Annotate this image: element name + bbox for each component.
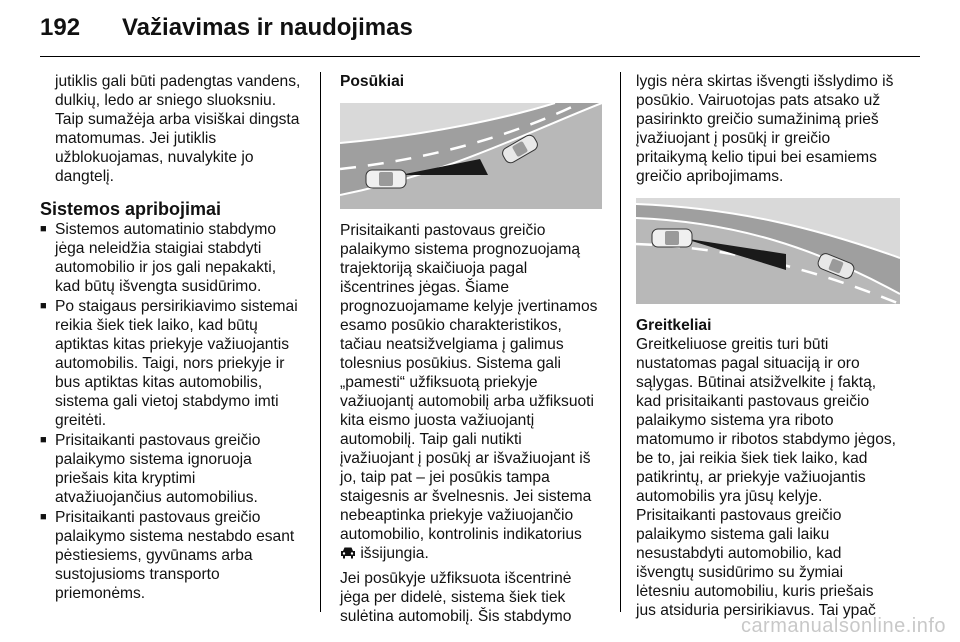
limitations-list bbox=[40, 220, 308, 603]
page-number: 192 bbox=[40, 14, 81, 41]
own-car bbox=[366, 170, 406, 188]
column-divider bbox=[620, 72, 621, 612]
highways-paragraph: Greitkeliuose greitis turi būti nustatomas pagal situaciją ir oro sąlygas. Būtinai atsižvelkite į faktą, kad prisitaikanti pastovaus greičio palaikymo sistema yra riboto matomumo ir ribotos stabdymo jėgos, be to, jai reikia šiek tiek laiko, kad patikrintų, ar priekyje važiuojantis automobilis yra jūsų kelyje. Prisitaikanti pastovaus greičio palaikymo sistema gali laiku nesustabdyti automobilio, kad išvengtų susidūrimo su žymiai lėtesniu automobiliu, kuris priešais jus atsiduria persirikiavus. Tai ypač bbox=[636, 336, 896, 619]
curves-paragraph-2: Jei posūkyje užfiksuota išcentrinė jėga per didelė, sistema šiek tiek sulėtina automobilį. Šis stabdymo bbox=[340, 570, 572, 625]
page-header bbox=[40, 8, 920, 48]
section-heading-curves: Posūkiai bbox=[340, 73, 405, 90]
highway-illustration bbox=[636, 198, 900, 304]
list-item: ■ Prisitaikanti pastovaus greičio palaikymo sistema ignoruoja priešais kita kryptimi atvažiuojančius automobilius. bbox=[40, 431, 308, 507]
header-rule bbox=[40, 56, 920, 57]
section-heading-highways: Greitkeliai bbox=[636, 317, 712, 334]
curve-illustration bbox=[340, 103, 602, 209]
column-1 bbox=[40, 72, 308, 604]
section-heading-limitations: Sistemos apribojimai bbox=[40, 199, 222, 219]
column-3 bbox=[636, 72, 906, 620]
column-2 bbox=[340, 72, 608, 626]
chapter-title: Važiavimas ir naudojimas bbox=[122, 14, 413, 41]
own-car bbox=[652, 229, 692, 247]
intro-paragraph: jutiklis gali būti padengtas vandens, dulkių, ledo ar sniego sluoksniu. Taip sumažėja arba visiškai dingsta matomumas. Jei jutiklis užblokuojamas, nuvalykite jo dangtelį. bbox=[55, 73, 301, 185]
list-item: ■ Prisitaikanti pastovaus greičio palaikymo sistema nestabdo esant pėstiesiems, gyvūnams arba sustojusioms transporto priemonėms. bbox=[40, 508, 308, 603]
list-item: ■ Po staigaus persirikiavimo sistemai reikia šiek tiek laiko, kad būtų aptiktas kitas priekyje važiuojantis automobilis. Taigi, nors priekyje ir bus aptiktas kitas automobilis, sistema gali vietoj stabdymo imti greitėti. bbox=[40, 297, 308, 430]
list-item: ■ Sistemos automatinio stabdymo jėga neleidžia staigiai stabdyti automobilio ir jos gali nepakakti, kad būtų išvengta susidūrimo. bbox=[40, 220, 308, 296]
column-divider bbox=[320, 72, 321, 612]
car-front-icon bbox=[340, 546, 356, 560]
curves-paragraph-1: Prisitaikanti pastovaus greičio palaikymo sistema prognozuojamą trajektoriją skaičiuoja pagal išcentrines jėgas. Šiame prognozuojamame kelyje įvertinamos esamo posūkio charakteristikos, tačiau neatsižvelgiama į galimus tolesnius posūkius. Sistema gali „pamesti“ užfiksuotą priekyje važiuojantį automobilį arba užfiksuoti kita eismo juosta važiuojantį automobilį. Taip gali nutikti įvažiuojant į posūkį ar išvažiuojant iš jo, taip pat – jei posūkis tampa staigesnis ar švelnesnis. Jei sistema nebeaptinka priekyje važiuojančio automobilio, kontrolinis indikatorius išsijungia. bbox=[340, 222, 598, 562]
curves-paragraph-3: lygis nėra skirtas išvengti išslydimo iš posūkio. Vairuotojas pats atsako už pasirinkto greičio sumažinimą prieš įvažiuojant į posūkį ir greičio pritaikymą kelio tipui bei esamiems greičio apribojimams. bbox=[636, 73, 894, 185]
watermark: carmanualsonline.info bbox=[740, 615, 946, 637]
